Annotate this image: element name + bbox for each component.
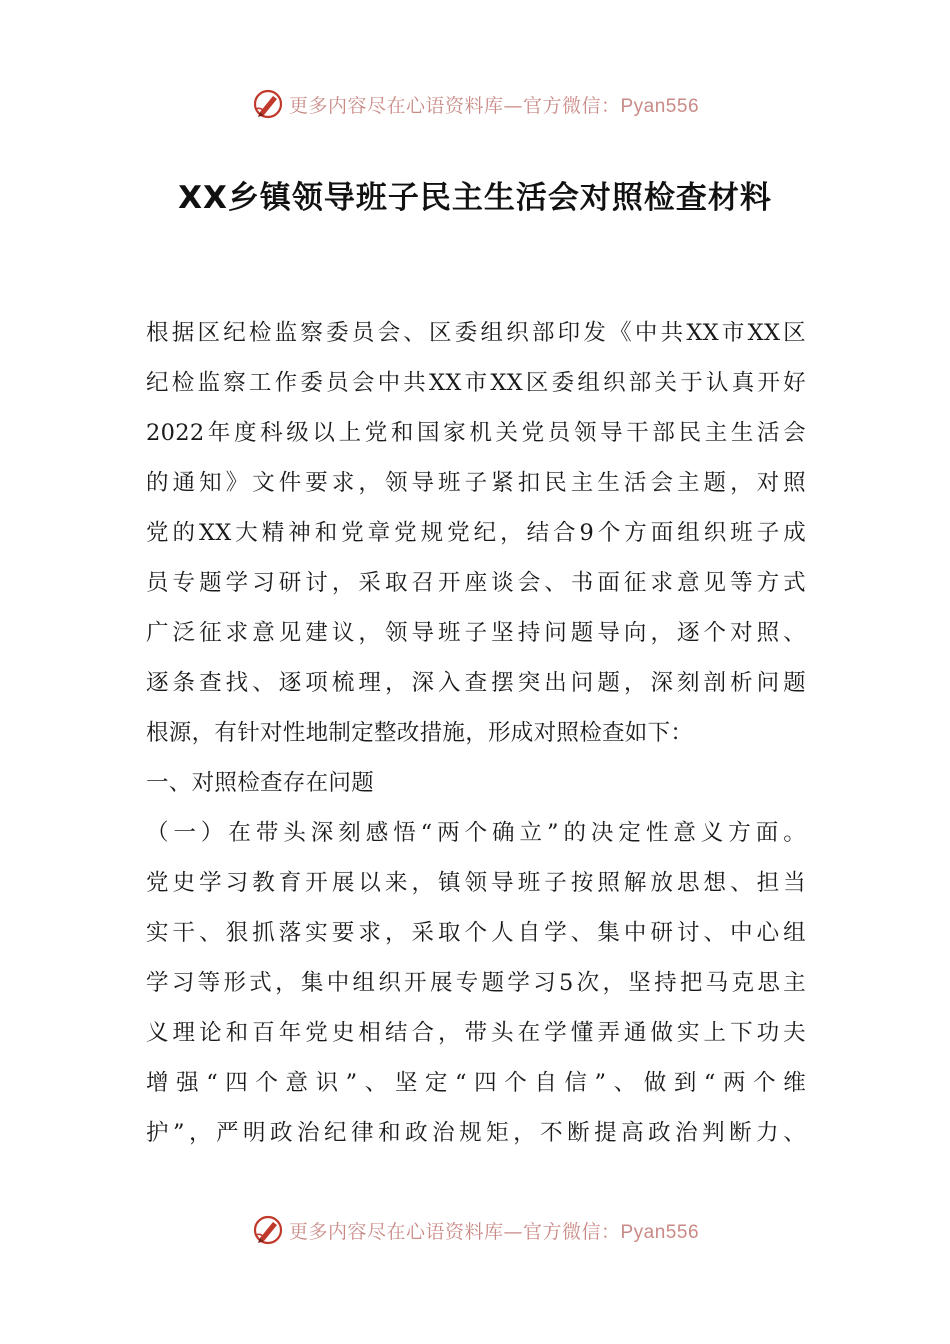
paragraph-line: 党的XX大精神和党章党规党纪，结合9个方面组织班子成 — [146, 520, 806, 546]
paragraph-line: 广泛征求意见建议，领导班子坚持问题导向，逐个对照、 — [146, 620, 806, 646]
section-heading: 一、对照检查存在问题 — [146, 770, 375, 796]
paragraph-line: 党史学习教育开展以来，镇领导班子按照解放思想、担当 — [146, 870, 806, 896]
watermark-footer — [0, 1210, 950, 1250]
paragraph-line: 增强“四个意识”、坚定“四个自信”、做到“两个维 — [146, 1070, 806, 1096]
subsection-heading: （一）在带头深刻感悟“两个确立”的决定性意义方面。 — [146, 820, 806, 846]
pen-seal-icon — [251, 87, 285, 121]
document-title: XX乡镇领导班子民主生活会对照检查材料 — [178, 180, 772, 216]
watermark-text: 更多内容尽在心语资料库—官方微信：Pyan556 — [288, 94, 700, 117]
paragraph-line: 的通知》文件要求，领导班子紧扣民主生活会主题，对照 — [146, 470, 806, 496]
paragraph-line: 实干、狠抓落实要求，采取个人自学、集中研讨、中心组 — [146, 920, 806, 946]
paragraph-line: 义理论和百年党史相结合，带头在学懂弄通做实上下功夫 — [146, 1020, 806, 1046]
watermark-text: 更多内容尽在心语资料库—官方微信：Pyan556 — [288, 1220, 700, 1243]
paragraph-line: 根源，有针对性地制定整改措施，形成对照检查如下： — [146, 720, 694, 746]
paragraph-line: 根据区纪检监察委员会、区委组织部印发《中共XX市XX区 — [146, 320, 806, 346]
paragraph-line: 学习等形式，集中组织开展专题学习5次，坚持把马克思主 — [146, 970, 806, 996]
paragraph-line: 2022年度科级以上党和国家机关党员领导干部民主生活会 — [146, 420, 806, 446]
watermark-header — [0, 84, 950, 124]
pen-seal-icon — [251, 1213, 285, 1247]
document-body — [146, 308, 806, 1158]
paragraph-line: 护”，严明政治纪律和政治规矩，不断提高政治判断力、 — [146, 1120, 806, 1146]
paragraph-line: 纪检监察工作委员会中共XX市XX区委组织部关于认真开好 — [146, 370, 806, 396]
paragraph-line: 员专题学习研讨，采取召开座谈会、书面征求意见等方式 — [146, 570, 806, 596]
paragraph-line: 逐条查找、逐项梳理，深入查摆突出问题，深刻剖析问题 — [146, 670, 806, 696]
